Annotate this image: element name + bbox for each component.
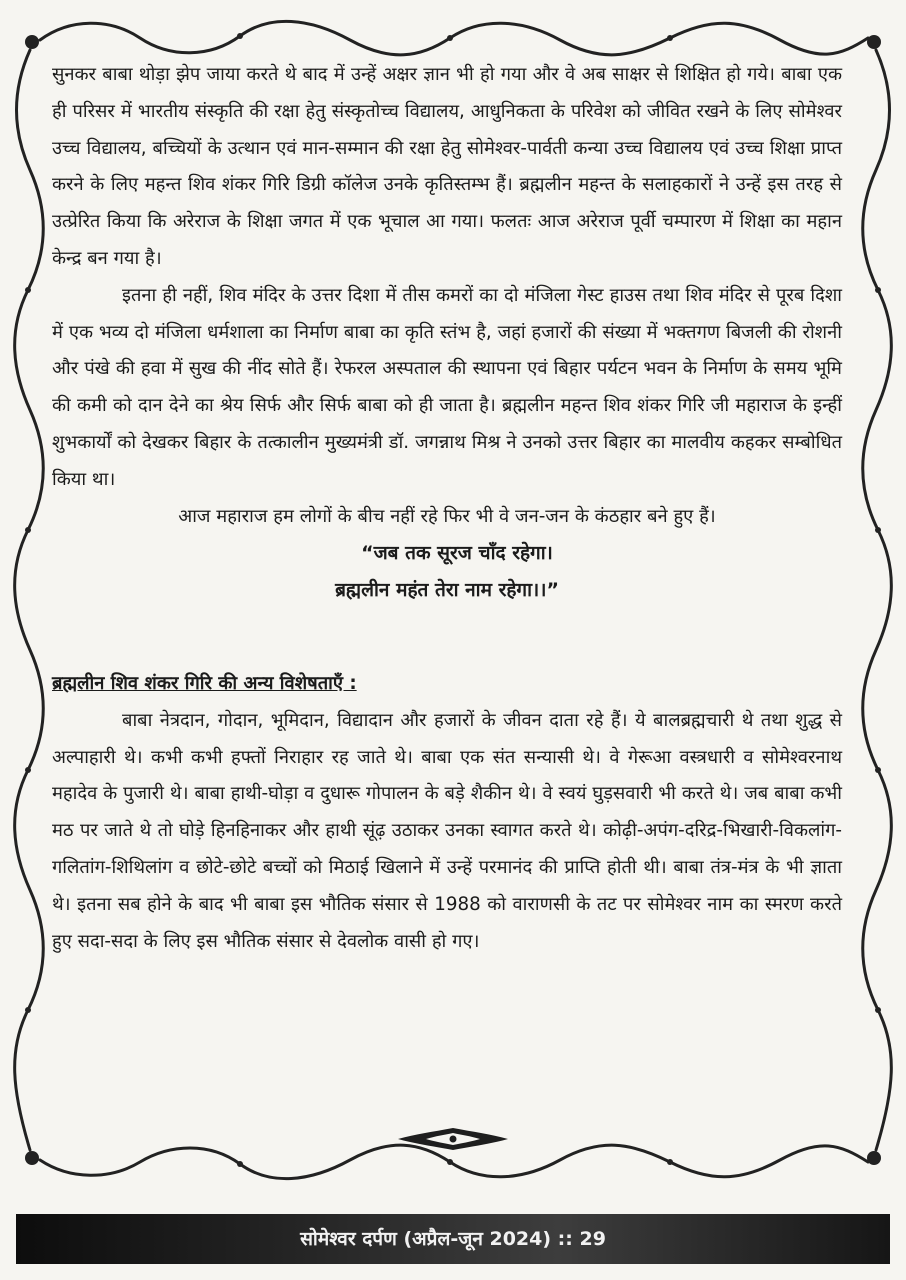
paragraph-guesthouse: इतना ही नहीं, शिव मंदिर के उत्तर दिशा में तीस कमरों का दो मंजिला गेस्ट हाउस तथा शिव मंदिर से पूरब दिशा में एक भव्य दो मंजिला धर्मशाला का निर्माण बाबा का कृति स्तंभ है, जहां हजारों की संख्या में भक्तगण बिजली की रोशनी और पंखे की हवा में सुख की नींद सोते हैं। रेफरल अस्पताल की स्थापना एवं बिहार पर्यटन भवन के निर्माण के समय भूमि की कमी को दान देने का श्रेय सिर्फ और सिर्फ बाबा को ही जाता है। ब्रह्मलीन महन्त शिव शंकर गिरि जी महाराज के इन्हीं शुभकार्यों को देखकर बिहार के तत्कालीन मुख्यमंत्री डॉ. जगन्नाथ मिश्र ने उनको उत्तर बिहार का मालवीय कहकर सम्बोधित किया था। bbox=[52, 284, 842, 490]
footer-band bbox=[16, 1214, 890, 1264]
section-heading: ब्रह्मलीन शिव शंकर गिरि की अन्य विशेषताएँ : bbox=[52, 672, 357, 694]
paragraph-features: बाबा नेत्रदान, गोदान, भूमिदान, विद्यादान और हजारों के जीवन दाता रहे हैं। ये बालब्रह्मचारी थे तथा शुद्ध से अल्पाहारी थे। कभी कभी हफ्तों निराहार रह जाते थे। बाबा एक संत सन्यासी थे। वे गेरूआ वस्त्रधारी व सोमेश्वरनाथ महादेव के पुजारी थे। बाबा हाथी-घोड़ा व दुधारू गोपालन के बड़े शैकीन थे। वे स्वयं घुड़सवारी भी करते थे। जब बाबा कभी मठ पर जाते थे तो घोड़े हिनहिनाकर और हाथी सूंढ़ उठाकर उनका स्वागत करते थे। कोढ़ी-अपंग-दरिद्र-भिखारी-विकलांग-गलितांग-शिथिलांग व छोटे-छोटे बच्चों को मिठाई खिलाने में उन्हें परमानंद की प्राप्ति होती थी। बाबा तंत्र-मंत्र के भी ज्ञाता थे। इतना सब होने के बाद भी बाबा इस भौतिक संसार से 1988 को वाराणसी के तट पर सोमेश्वर नाम का स्मरण करते हुए सदा-सदा के लिए इस भौतिक संसार से देवलोक वासी हो गए। bbox=[52, 709, 842, 952]
paragraph-education: सुनकर बाबा थोड़ा झेप जाया करते थे बाद में उन्हें अक्षर ज्ञान भी हो गया और वे अब साक्षर से शिक्षित हो गये। बाबा एक ही परिसर में भारतीय संस्कृति की रक्षा हेतु संस्कृतोच्च विद्यालय, आधुनिकता के परिवेश को जीवित रखने के लिए सोमेश्वर उच्च विद्यालय, बच्चियों के उत्थान एवं मान-सम्मान की रक्षा हेतु सोमेश्वर-पार्वती कन्या उच्च विद्यालय एवं उच्च शिक्षा प्राप्त करने के लिए महन्त शिव शंकर गिरि डिग्री कॉलेज उनके कृतिस्तम्भ हैं। ब्रह्मलीन महन्त के सलाहकारों ने उन्हें इस तरह से उत्प्रेरित किया कि अरेराज के शिक्षा जगत में एक भूचाल आ गया। फलतः आज अरेराज पूर्वी चम्पारण में शिक्षा का महान केन्द्र बन गया है। bbox=[52, 64, 842, 269]
divider-ornament-icon bbox=[396, 1126, 510, 1152]
quote-line-2: ब्रह्मलीन महंत तेरा नाम रहेगा।।” bbox=[335, 579, 559, 602]
quote-line-1: “जब तक सूरज चाँद रहेगा। bbox=[361, 542, 553, 565]
paragraph-tribute: आज महाराज हम लोगों के बीच नहीं रहे फिर भी वे जन-जन के कंठहार बने हुए हैं। bbox=[178, 505, 716, 527]
footer-text: सोमेश्वर दर्पण (अप्रैल-जून 2024) :: 29 bbox=[300, 1228, 606, 1250]
article-body bbox=[52, 57, 842, 960]
